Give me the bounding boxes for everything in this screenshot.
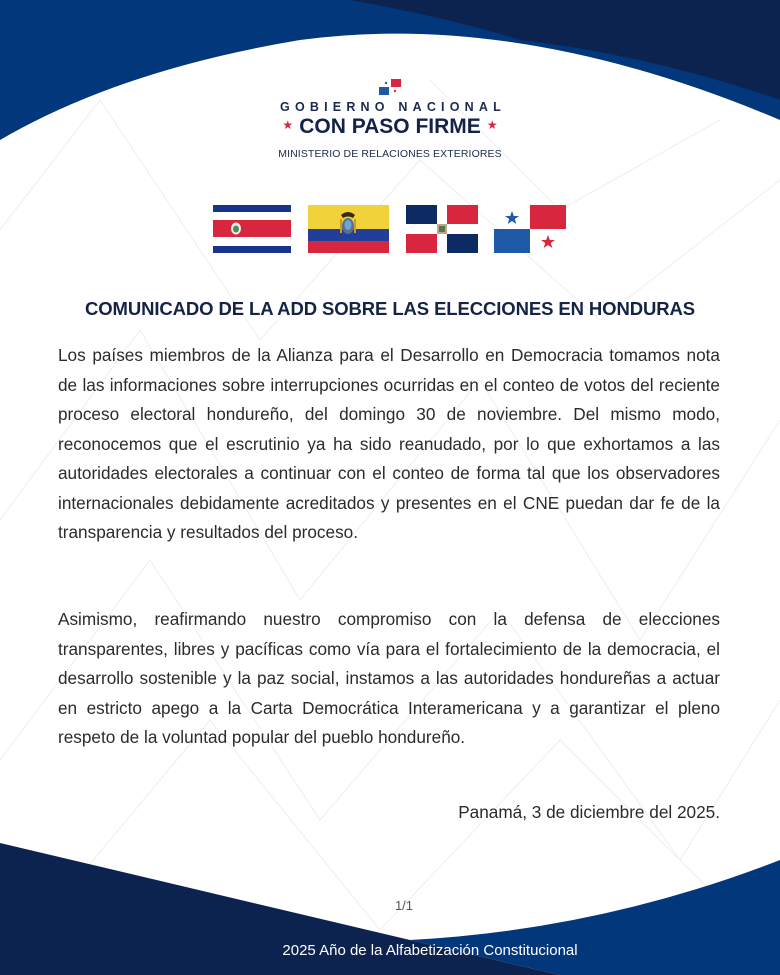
footer-text: 2025 Año de la Alfabetización Constitucional (282, 942, 578, 959)
slogan (0, 115, 780, 139)
dominican-republic-flag-icon (406, 205, 478, 253)
panama-flag-icon (494, 205, 566, 253)
signature-place-date: Panamá, 3 de diciembre del 2025. (458, 802, 720, 822)
panama-flag-mark-icon (377, 78, 403, 98)
costa-rica-flag-icon (213, 205, 291, 253)
page-number: 1/1 (394, 898, 414, 913)
paragraph-1: Los países miembros de la Alianza para el Desarrollo en Democracia tomamos nota de las informaciones sobre interrupciones ocurridas en el conteo de votos del reciente proceso electoral hondureño, del domingo 30 de noviembre. Del mismo modo, reconocemos que el escrutinio ya ha sido reanudado, por lo que exhortamos a las autoridades electorales a continuar con el conteo de forma tal que los observadores internacionales debidamente acreditados y presentes en el CNE puedan dar fe de la transparencia y resultados del proceso. (58, 345, 720, 542)
ministry-name: MINISTERIO DE RELACIONES EXTERIORES (278, 148, 502, 160)
government-line: GOBIERNO NACIONAL (280, 100, 506, 114)
slogan-text: CON PASO FIRME (299, 115, 481, 138)
paragraph-2: Asimismo, reafirmando nuestro compromiso con la defensa de elecciones transparentes, libres y pacíficas como vía para el fortalecimiento de la democracia, el desarrollo sostenible y la paz social, instamos a las autoridades hondureñas a actuar en estricto apego a la Carta Democrática Interamericana y a garantizar el pleno respeto de la voluntad popular del pueblo hondureño. (58, 609, 720, 747)
ecuador-flag-icon (308, 205, 389, 253)
document-title: COMUNICADO DE LA ADD SOBRE LAS ELECCIONES EN HONDURAS (84, 298, 696, 319)
star-icon: ★ (282, 118, 294, 132)
star-icon: ★ (486, 118, 498, 132)
